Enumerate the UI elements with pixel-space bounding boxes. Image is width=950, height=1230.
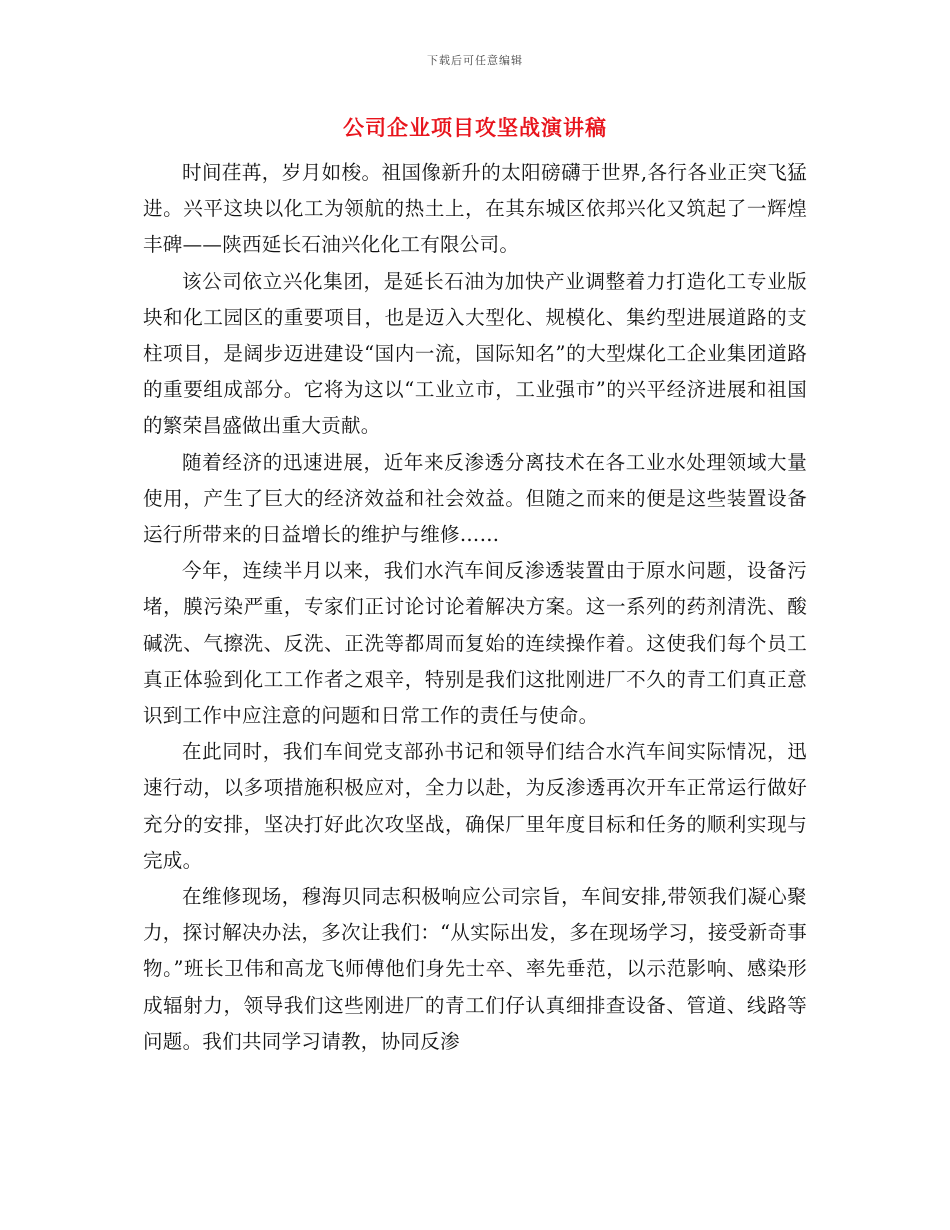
paragraph-6: 在维修现场，穆海贝同志积极响应公司宗旨，车间安排,带领我们凝心聚力，探讨解决办法，多次让我们：“从实际出发，多在现场学习，接受新奇事物。”班长卫伟和高龙飞师傅他们身先士卒、率先垂范，以示范影响、感染形成辐射力，领导我们这些刚进厂的青工们仔认真细排查设备、管道、线路等问题。我们共同学习请教，协同反渗 — [143, 885, 807, 1053]
paragraph-4: 今年，连续半月以来，我们水汽车间反渗透装置由于原水问题，设备污堵，膜污染严重，专家们正讨论讨论着解决方案。这一系列的药剂清洗、酸碱洗、气擦洗、反洗、正洗等都周而复始的连续操作着。这使我们每个员工真正体验到化工工作者之艰辛，特别是我们这批刚进厂不久的青工们真正意识到工作中应注意的问题和日常工作的责任与使命。 — [143, 559, 807, 728]
paragraph-2: 该公司依立兴化集团，是延长石油为加快产业调整着力打造化工专业版块和化工园区的重要项目，也是迈入大型化、规模化、集约型进展道路的支柱项目，是阔步迈进建设“国内一流，国际知名”的大型煤化工企业集团道路的重要组成部分。它将为这以“工业立市，工业强市”的兴平经济进展和祖国的繁荣昌盛做出重大贡献。 — [143, 269, 807, 438]
document-title: 公司企业项目攻坚战演讲稿 — [343, 115, 607, 140]
document-body — [143, 155, 807, 1060]
paragraph-3: 随着经济的迅速进展，近年来反渗透分离技术在各工业水处理领域大量使用，产生了巨大的经济效益和社会效益。但随之而来的便是这些装置设备运行所带来的日益增长的维护与维修…… — [143, 450, 807, 547]
header-note: 下载后可任意编辑 — [427, 54, 523, 67]
paragraph-1: 时间荏苒，岁月如梭。祖国像新升的太阳磅礴于世界,各行各业正突飞猛进。兴平这块以化工为领航的热土上，在其东城区依邦兴化又筑起了一辉煌丰碑——陕西延长石油兴化化工有限公司。 — [143, 161, 807, 257]
paragraph-5: 在此同时，我们车间党支部孙书记和领导们结合水汽车间实际情况，迅速行动，以多项措施积极应对，全力以赴，为反渗透再次开车正常运行做好充分的安排，坚决打好此次攻坚战，确保厂里年度目标和任务的顺利实现与完成。 — [143, 740, 807, 872]
